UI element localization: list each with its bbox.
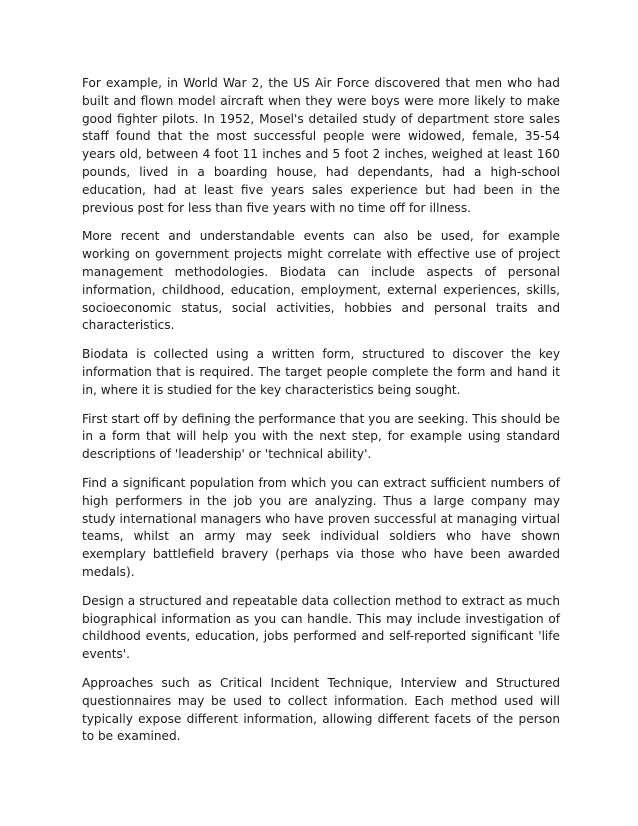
paragraph-biodata-collection: Biodata is collected using a written form, structured to discover the key information that is required. The target people complete the form and hand it in, where it is studied for the key characteristics being sought. [82,347,560,397]
paragraph-design-method: Design a structured and repeatable data collection method to extract as much biographical information as you can handle. This may include investigation of childhood events, education, jobs performed and self-reported significant 'life events'. [82,593,560,662]
document-body [82,75,560,757]
paragraph-recent-events: More recent and understandable events can also be used, for example working on government projects might correlate with effective use of project management methodologies. Biodata can include aspects of personal information, childhood, education, employment, external experiences, skills, socioeconomic status, social activities, hobbies and personal traits and characteristics. [82,229,560,333]
paragraph-find-population: Find a significant population from which you can extract sufficient numbers of high performers in the job you are analyzing. Thus a large company may study international managers who have proven successful at managing virtual teams, whilst an army may seek individual soldiers who have shown exemplary battlefield bravery (perhaps via those who have been awarded medals). [82,475,560,579]
paragraph-approaches: Approaches such as Critical Incident Technique, Interview and Structured questionnaires may be used to collect information. Each method used will typically expose different information, allowing different facets of the person to be examined. [82,675,560,744]
paragraph-wwii-example: For example, in World War 2, the US Air Force discovered that men who had built and flown model aircraft when they were boys were more likely to make good fighter pilots. In 1952, Mosel's detailed study of department store sales staff found that the most successful people were widowed, female, 35-54 years old, between 4 foot 11 inches and 5 foot 2 inches, weighed at least 160 pounds, lived in a boarding house, had dependants, had a high-school education, had at least five years sales experience but had been in the previous post for less than five years with no time off for illness. [82,76,560,215]
paragraph-define-performance: First start off by defining the performance that you are seeking. This should be in a form that will help you with the next step, for example using standard descriptions of 'leadership' or 'technical ability'. [82,411,560,462]
